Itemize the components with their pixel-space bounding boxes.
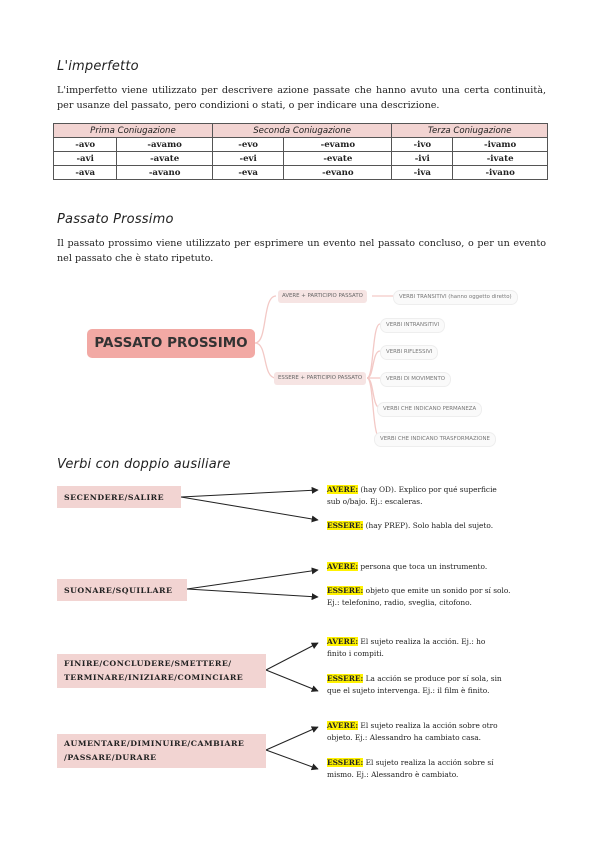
table-cell: -ivamo [453,138,548,152]
table-cell: -avate [117,152,213,166]
essere-keyword: ESSERE: [327,758,364,767]
table-cell: -ivo [392,138,453,152]
essere-description [327,673,507,698]
table-cell: -evate [284,152,392,166]
avere-text: El sujeto realiza la acción. Ej.: ho finito i compiti. [327,637,486,659]
mindmap-leaf: VERBI CHE INDICANO PERMANEZA [377,402,482,417]
header-terza: Terza Coniugazione [392,124,548,138]
mindmap-leaf: VERBI DI MOVIMENTO [380,372,451,387]
header-prima: Prima Coniugazione [54,124,213,138]
mindmap-branch-essere: ESSERE + PARTICIPIO PASSATO [274,372,366,385]
doppio-title: Verbi con doppio ausiliare [57,457,231,472]
mindmap-leaf: VERBI RIFLESSIVI [380,345,438,360]
table-cell: -evamo [284,138,392,152]
avere-text: El sujeto realiza la acción sobre otro objeto. Ej.: Alessandro ha cambiato casa. [327,721,498,743]
avere-keyword: AVERE: [327,562,359,571]
verb-group-box: SUONARE/SQUILLARE [57,579,187,601]
table-cell: -avamo [117,138,213,152]
table-cell: -ivi [392,152,453,166]
verb-group-box: SECENDERE/SALIRE [57,486,181,508]
mindmap-leaf: VERBI INTRANSITIVI [380,318,445,333]
imperfetto-title: L'imperfetto [57,59,139,74]
table-cell: -ivate [453,152,548,166]
avere-text: persona que toca un instrumento. [358,562,488,571]
essere-text: (hay PREP). Solo habla del sujeto. [363,521,494,530]
essere-keyword: ESSERE: [327,674,364,683]
table-cell: -iva [392,166,453,180]
avere-keyword: AVERE: [327,637,359,646]
mindmap-center: PASSATO PROSSIMO [87,329,255,358]
avere-description [327,720,512,745]
passato-paragraph: Il passato prossimo viene utilizzato per esprimere un evento nel passato concluso, o per un evento nel passato che è stato ripetuto. [57,238,546,264]
mindmap-leaf: VERBI TRANSITIVI (hanno oggetto diretto) [393,290,518,305]
table-cell: -ivano [453,166,548,180]
avere-description [327,561,527,573]
avere-text: (hay OD). Explico por qué superficie sub o/bajo. Ej.: escaleras. [327,485,497,507]
avere-keyword: AVERE: [327,721,359,730]
essere-text: La acción se produce por sí sola, sin que el sujeto intervenga. Ej.: il film è finito. [327,674,502,696]
mindmap-leaf: VERBI CHE INDICANO TRASFORMAZIONE [374,432,496,447]
essere-description [327,520,527,532]
mindmap-branch-avere: AVERE + PARTICIPIO PASSATO [278,290,367,303]
avere-description [327,636,507,661]
verb-group-box: FINIRE/CONCLUDERE/SMETTERE/ TERMINARE/INIZIARE/COMINCIARE [57,654,266,688]
essere-text: objeto que emite un sonido por sí solo. Ej.: telefonino, radio, sveglia, citofono. [327,586,511,608]
table-cell: -eva [212,166,283,180]
table-cell: -avi [54,152,117,166]
essere-keyword: ESSERE: [327,521,364,530]
passato-title: Passato Prossimo [57,212,174,227]
essere-description [327,585,512,610]
table-cell: -evi [212,152,283,166]
verb-group-box: AUMENTARE/DIMINUIRE/CAMBIARE /PASSARE/DURARE [57,734,266,768]
table-cell: -evano [284,166,392,180]
essere-description [327,757,512,782]
imperfetto-paragraph: L'imperfetto viene utilizzato per descrivere azione passate che hanno avuto una certa continuità, per usanze del passato, pero condizioni o stati, o per indicare una descrizione. [57,85,546,111]
header-seconda: Seconda Coniugazione [212,124,391,138]
table-cell: -avano [117,166,213,180]
essere-keyword: ESSERE: [327,586,364,595]
table-cell: -ava [54,166,117,180]
table-cell: -avo [54,138,117,152]
avere-keyword: AVERE: [327,485,359,494]
avere-description [327,484,510,509]
table-cell: -evo [212,138,283,152]
essere-text: El sujeto realiza la acción sobre sí mismo. Ej.: Alessandro è cambiato. [327,758,494,780]
